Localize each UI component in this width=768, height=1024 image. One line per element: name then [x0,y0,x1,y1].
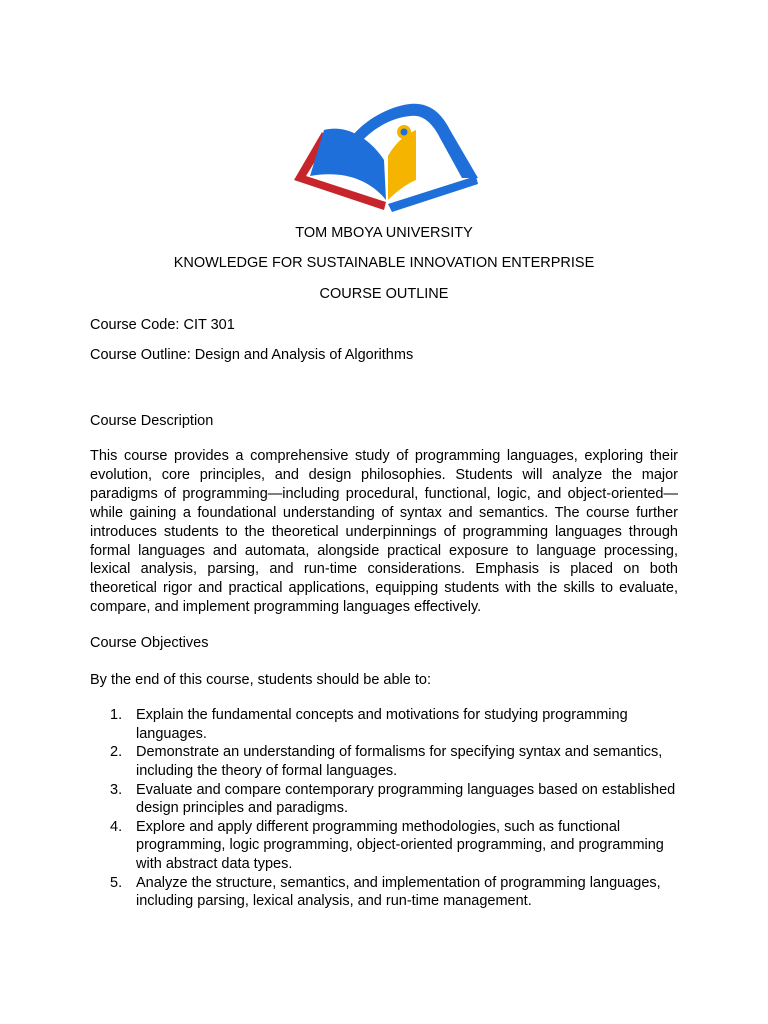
objective-text: Explain the fundamental concepts and motivations for studying programming languages. [136,707,628,742]
objective-text: Explore and apply different programming methodologies, such as functional programming, logic programming, object-oriented programming, and programming with abstract data types. [136,818,664,873]
course-description-heading: Course Description [90,413,214,429]
objective-number: 2. [110,744,123,761]
objective-text: Evaluate and compare contemporary programming languages based on established design principles and paradigms. [136,781,676,817]
university-motto: KNOWLEDGE FOR SUSTAINABLE INNOVATION ENTERPRISE [173,255,595,271]
university-logo [292,100,478,212]
course-description-text: This course provides a comprehensive study of programming languages, exploring their evolution, core principles, and design philosophies. Students will analyze the major paradigms of programming—including procedural, functional, logic, and object-oriented—while gaining a foundational understanding of syntax and semantics. The course further introduces students to the theoretical underpinnings of programming languages through formal languages and automata, alongside practical exposure to language processing, lexical analysis, parsing, and run-time considerations. Emphasis is placed on both theoretical rigor and practical applications, equipping students with the skills to evaluate, compare, and implement programming languages effectively. [90,448,678,616]
objectives-list [90,706,678,911]
university-name: TOM MBOYA UNIVERSITY [295,225,473,241]
objective-item [90,818,678,874]
objective-item [90,781,678,818]
course-objectives-heading: Course Objectives [90,635,209,651]
objective-number: 5. [110,874,123,891]
logo-blue-page [310,129,386,200]
objective-item [90,874,678,911]
logo-yellow-page [388,130,416,200]
objective-number: 3. [110,781,123,798]
objective-text: Demonstrate an understanding of formalisms for specifying syntax and semantics, including the theory of formal languages. [136,744,663,779]
objective-number: 1. [110,707,123,723]
document-type-title: COURSE OUTLINE [319,286,449,302]
logo-dot [401,129,408,136]
objective-number: 4. [110,818,123,835]
objectives-intro: By the end of this course, students should be able to: [90,672,431,688]
objective-text: Analyze the structure, semantics, and implementation of programming languages, including parsing, lexical analysis, and run-time management. [136,874,661,910]
course-outline-title: Course Outline: Design and Analysis of Algorithms [90,347,414,363]
course-code: Course Code: CIT 301 [90,317,235,333]
objective-item [90,743,678,780]
objective-item [90,706,678,743]
